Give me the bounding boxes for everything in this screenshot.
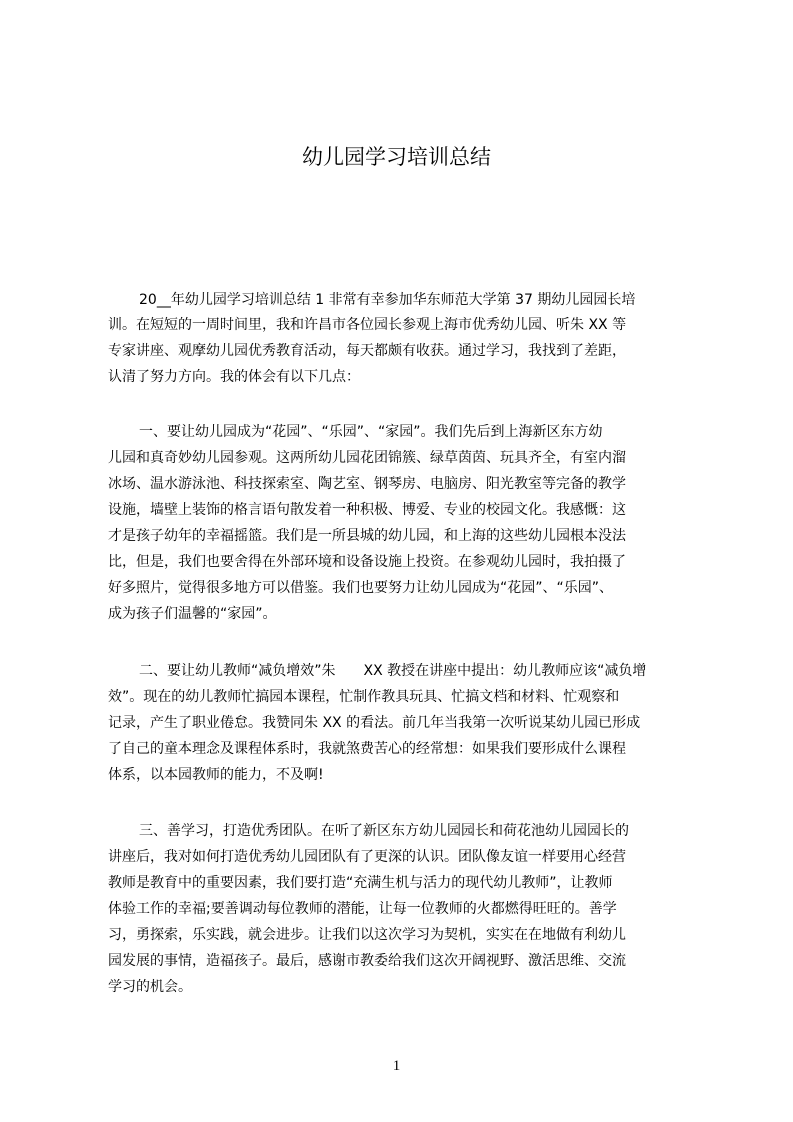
paragraph-4-line-3: 教师是教育中的重要因素，我们要打造“充满生机与活力的现代幼儿教师”，让教师 (108, 875, 613, 891)
paragraph-4-line-4: 体验工作的幸福;要善调动每位教师的潜能，让每一位教师的火都燃得旺旺的。善学 (108, 901, 617, 917)
paragraph-2-line-4: 设施，墙壁上装饰的格言语句散发着一种积极、博爱、专业的校园文化。我感慨：这 (108, 502, 626, 518)
paragraph-4-line-1: 三、善学习，打造优秀团队。在听了新区东方幼儿园园长和荷花池幼儿园园长的 (139, 823, 629, 839)
paragraph-2-line-1: 一、要让幼儿园成为“花园”、“乐园”、“家园”。我们先后到上海新区东方幼 (139, 424, 603, 440)
paragraph-4-line-7: 学习的机会。 (108, 979, 192, 995)
paragraph-3-line-5: 体系，以本园教师的能力，不及啊! (108, 767, 324, 783)
paragraph-3-line-4: 了自己的童本理念及课程体系时，我就煞费苦心的经常想：如果我们要形成什么课程 (108, 741, 626, 757)
paragraph-2-line-5: 才是孩子幼年的幸福摇篮。我们是一所县城的幼儿园，和上海的这些幼儿园根本没法 (108, 528, 626, 544)
paragraph-1-line-1: 20__年幼儿园学习培训总结 1 非常有幸参加华东师范大学第 37 期幼儿园园长培 (139, 292, 636, 308)
paragraph-4-line-6: 园发展的事情，造福孩子。最后，感谢市教委给我们这次开阔视野、激活思维、交流 (108, 953, 626, 969)
paragraph-1-line-2: 训。在短短的一周时间里，我和许昌市各位园长参观上海市优秀幼儿园、听朱 XX 等 (108, 317, 627, 333)
paragraph-3-line-1: 二、要让幼儿教师“减负增效”朱 XX 教授在讲座中提出：幼儿教师应该“减负增 (139, 663, 647, 679)
paragraph-3-line-3: 记录，产生了职业倦怠。我赞同朱 XX 的看法。前几年当我第一次听说某幼儿园已形成 (108, 715, 641, 731)
document-title: 幼儿园学习培训总结 (302, 145, 491, 169)
paragraph-3-line-2: 效”。现在的幼儿教师忙搞园本课程，忙制作教具玩具、忙搞文档和材料、忙观察和 (108, 689, 620, 705)
paragraph-2-line-6: 比，但是，我们也要舍得在外部环境和设备设施上投资。在参观幼儿园时，我拍摄了 (108, 554, 626, 570)
paragraph-2-line-7: 好多照片，觉得很多地方可以借鉴。我们也要努力让幼儿园成为“花园”、“乐园”、 (108, 580, 614, 596)
paragraph-4-line-5: 习，勇探索，乐实践，就会进步。让我们以这次学习为契机，实实在在地做有利幼儿 (108, 927, 626, 943)
paragraph-2-line-3: 冰场、温水游泳池、科技探索室、陶艺室、钢琴房、电脑房、阳光教室等完备的教学 (108, 476, 626, 492)
paragraph-1-line-4: 认清了努力方向。我的体会有以下几点： (108, 369, 360, 385)
paragraph-4-line-2: 讲座后，我对如何打造优秀幼儿园团队有了更深的认识。团队像友谊一样要用心经营 (108, 849, 626, 865)
paragraph-1-line-3: 专家讲座、观摩幼儿园优秀教育活动，每天都颇有收获。通过学习，我找到了差距， (108, 343, 626, 359)
paragraph-2-line-2: 儿园和真奇妙幼儿园参观。这两所幼儿园花团锦簇、绿草茵茵、玩具齐全，有室内溜 (108, 450, 626, 466)
page-number: 1 (392, 1058, 401, 1074)
paragraph-2-line-8: 成为孩子们温馨的“家园”。 (108, 606, 277, 622)
